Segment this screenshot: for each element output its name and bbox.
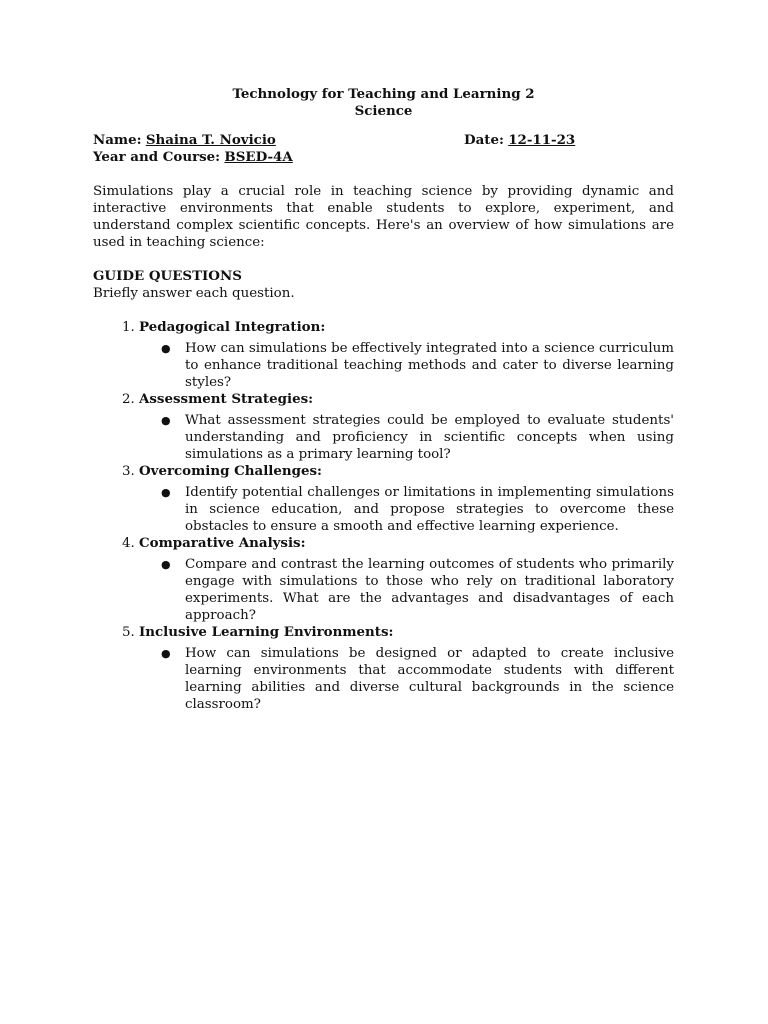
question-sublist bbox=[139, 340, 674, 391]
name-label: Name: bbox=[93, 132, 142, 148]
question-sublist bbox=[139, 412, 674, 463]
question-sublist bbox=[139, 484, 674, 535]
bullet-icon: ● bbox=[161, 647, 171, 660]
bullet-icon: ● bbox=[161, 558, 171, 571]
date-label: Date: bbox=[464, 132, 504, 148]
question-sublist bbox=[139, 645, 674, 713]
question-title: Inclusive Learning Environments: bbox=[139, 624, 394, 640]
question-text: How can simulations be designed or adapted to create inclusive learning environments that accommodate students with different learning abilities and diverse cultural backgrounds in the science classroom? bbox=[185, 646, 674, 712]
bullet-icon: ● bbox=[161, 414, 171, 427]
question-text-item bbox=[161, 484, 674, 535]
question-text-item bbox=[161, 340, 674, 391]
intro-paragraph: Simulations play a crucial role in teaching science by providing dynamic and interactive environments that enable students to explore, experiment, and understand complex scientific concepts. Here's an overview of how simulations are used in teaching science: bbox=[93, 184, 674, 250]
bullet-icon: ● bbox=[161, 342, 171, 355]
question-title: Pedagogical Integration: bbox=[139, 319, 326, 335]
guide-heading: GUIDE QUESTIONS bbox=[93, 268, 242, 284]
question-text: How can simulations be effectively integrated into a science curriculum to enhance traditional teaching methods and cater to diverse learning styles? bbox=[185, 341, 674, 390]
question-text: Compare and contrast the learning outcomes of students who primarily engage with simulations to those who rely on traditional laboratory experiments. What are the advantages and disadvantages of each approach? bbox=[185, 557, 674, 623]
name-row bbox=[93, 132, 326, 149]
name-value: Shaina T. Novicio bbox=[145, 132, 276, 148]
guide-instruction: Briefly answer each question. bbox=[93, 286, 295, 301]
date-row bbox=[464, 132, 577, 149]
question-item bbox=[139, 319, 674, 391]
question-title: Overcoming Challenges: bbox=[139, 463, 322, 479]
question-list bbox=[93, 319, 674, 713]
document-title bbox=[93, 86, 674, 120]
question-text: What assessment strategies could be employed to evaluate students' understanding and proficiency in scientific concepts when using simulations as a primary learning tool? bbox=[185, 413, 674, 462]
student-info bbox=[93, 132, 674, 166]
question-item bbox=[139, 463, 674, 535]
question-sublist bbox=[139, 556, 674, 624]
course-label: Year and Course: bbox=[93, 149, 221, 165]
question-text: Identify potential challenges or limitations in implementing simulations in science education, and propose strategies to overcome these obstacles to ensure a smooth and effective learning experience. bbox=[185, 485, 674, 534]
title-line-subject: Science bbox=[354, 103, 413, 119]
question-text-item bbox=[161, 645, 674, 713]
question-text-item bbox=[161, 556, 674, 624]
bullet-icon: ● bbox=[161, 486, 171, 499]
date-value: 12-11-23 bbox=[508, 132, 576, 148]
title-line-course: Technology for Teaching and Learning 2 bbox=[232, 86, 535, 102]
question-item bbox=[139, 535, 674, 624]
question-item bbox=[139, 391, 674, 463]
question-text-item bbox=[161, 412, 674, 463]
question-item bbox=[139, 624, 674, 713]
question-title: Comparative Analysis: bbox=[139, 535, 306, 551]
course-row bbox=[93, 149, 338, 166]
course-value: BSED-4A bbox=[224, 149, 293, 165]
question-title: Assessment Strategies: bbox=[139, 391, 314, 407]
